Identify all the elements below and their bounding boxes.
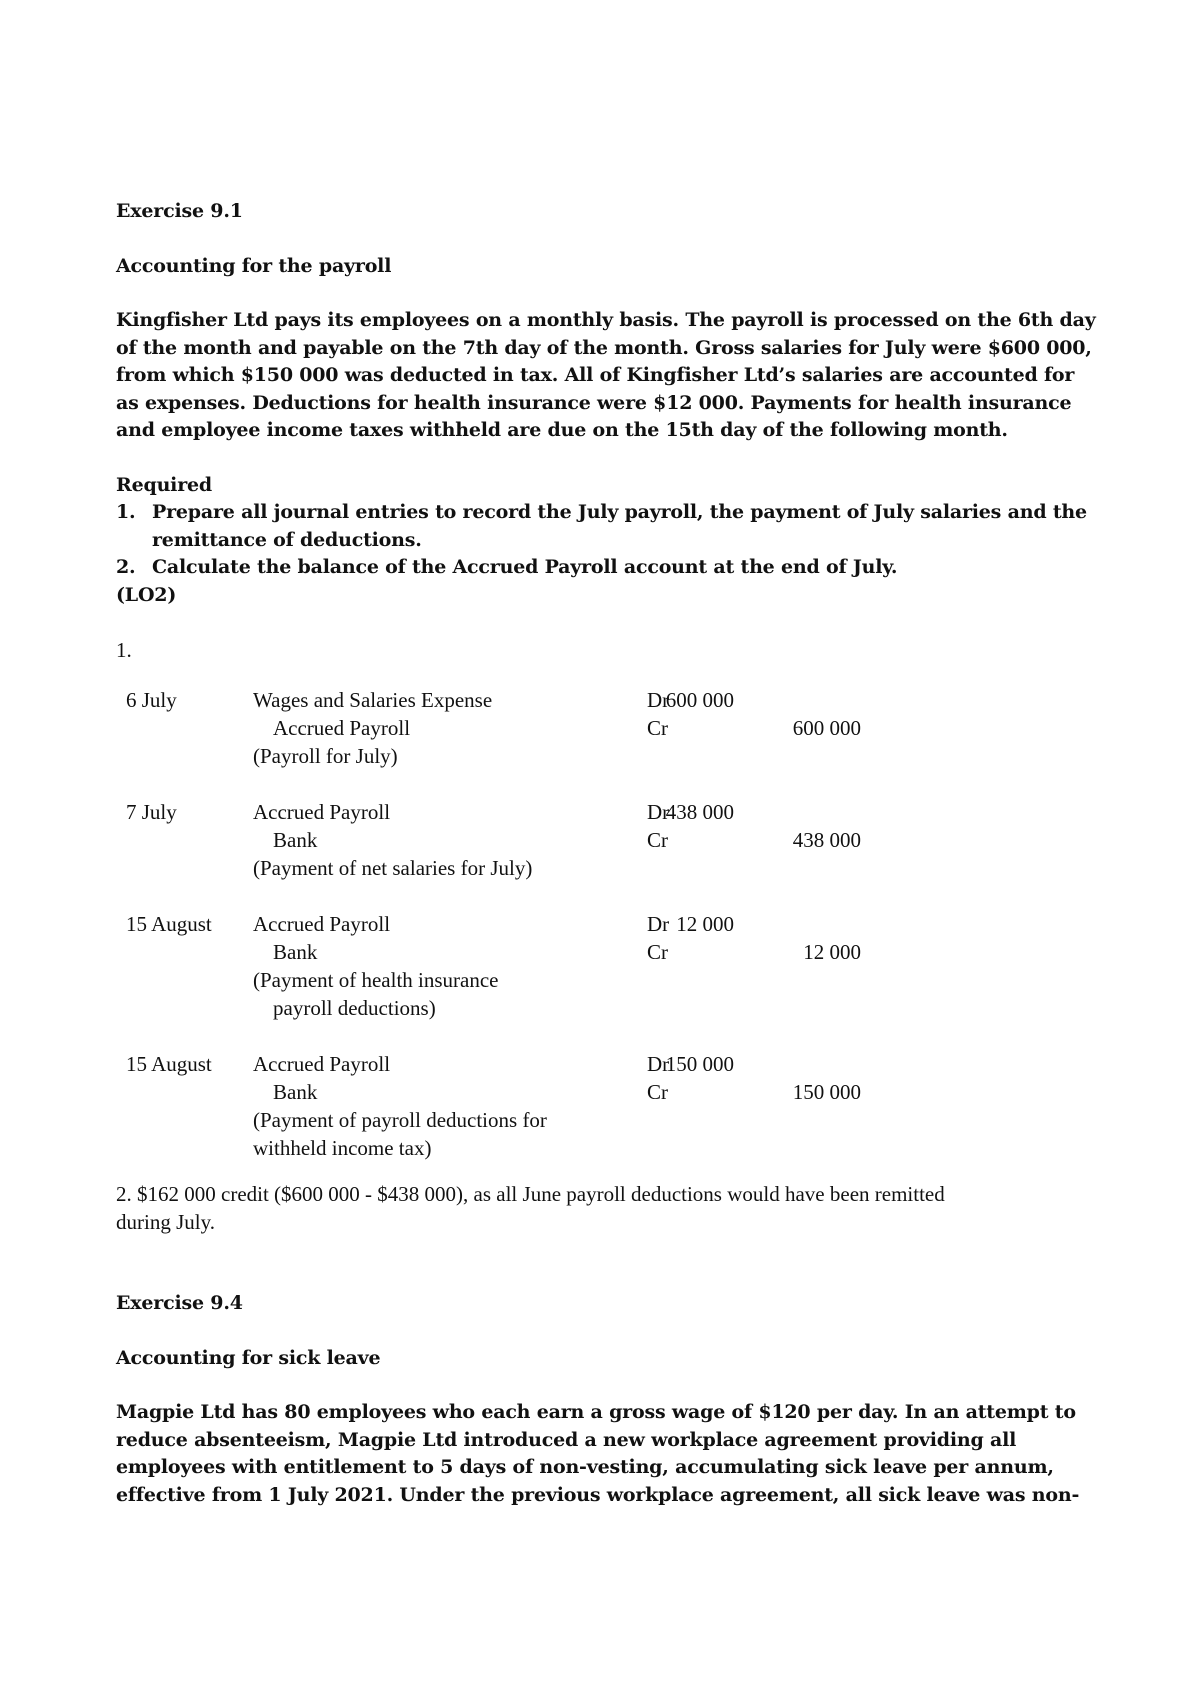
dr-label: Dr [647,688,670,712]
credit-amount: 150 000 [792,1080,861,1104]
required-item-text: remittance of deductions. [152,528,422,551]
credit-amount: 438 000 [792,828,861,852]
narration: (Payroll for July) [253,744,398,768]
narration: (Payment of health insurance [253,968,499,992]
credit-amount: 12 000 [803,940,861,964]
body-line: reduce absenteeism, Magpie Ltd introduced a new workplace agreement providing all [116,1428,1017,1451]
debit-amount: 438 000 [665,800,734,824]
debit-amount: 150 000 [665,1052,734,1076]
credit-amount: 600 000 [792,716,861,740]
credit-account: Bank [273,828,318,852]
entry-date: 7 July [126,800,177,824]
required-item [116,499,1096,554]
credit-account: Bank [273,1080,318,1104]
answer-1-label: 1. [116,638,132,662]
document-page [116,198,1096,1509]
journal-entry [116,910,1096,1050]
debit-account: Accrued Payroll [253,912,391,936]
credit-account: Accrued Payroll [273,716,411,740]
required-item-number: 2. [116,556,136,578]
cr-label: Cr [647,828,668,852]
body-line: and employee income taxes withheld are due on the 15th day of the following month. [116,419,1008,441]
required-label: Required [116,473,212,496]
required-item-text: Prepare all journal entries to record the July payroll, the payment of July salaries and the [152,501,1087,523]
body-line: Magpie Ltd has 80 employees who each earn a gross wage of $120 per day. In an attempt to [116,1401,1076,1423]
entry-date: 6 July [126,688,177,712]
body-line: Kingfisher Ltd pays its employees on a monthly basis. The payroll is processed on the 6th day [116,309,1096,331]
journal-entry [116,1050,1096,1190]
body-line: as expenses. Deductions for health insurance were $12 000. Payments for health insurance [116,391,1072,414]
entry-date: 15 August [126,1052,212,1076]
narration: (Payment of net salaries for July) [253,856,533,880]
cr-label: Cr [647,1080,668,1104]
required-list [116,499,1096,582]
body-line: employees with entitlement to 5 days of non-vesting, accumulating sick leave per annum, [116,1456,1054,1478]
body-line: from which $150 000 was deducted in tax. All of Kingfisher Ltd’s salaries are accounted for [116,364,1075,386]
exercise-9-1-subtitle: Accounting for the payroll [116,254,392,277]
exercise-9-4-body [116,1399,1096,1509]
debit-amount: 12 000 [676,912,734,936]
journal-entries [116,686,1096,1190]
debit-account: Wages and Salaries Expense [253,688,493,712]
journal-entry [116,686,1096,798]
debit-amount: 600 000 [665,688,734,712]
debit-account: Accrued Payroll [253,1052,391,1076]
required-item [116,554,1096,582]
cr-label: Cr [647,716,668,740]
exercise-9-1-body [116,307,1096,445]
entry-date: 15 August [126,912,212,936]
exercise-9-4-title: Exercise 9.4 [116,1292,243,1314]
body-line: effective from 1 July 2021. Under the previous workplace agreement, all sick leave was non- [116,1483,1080,1506]
narration: (Payment of payroll deductions for [253,1108,547,1132]
exercise-9-4-subtitle: Accounting for sick leave [116,1346,381,1369]
required-item-text: Calculate the balance of the Accrued Payroll account at the end of July. [152,556,898,578]
narration: payroll deductions) [273,996,436,1020]
answer-2-line: 2. $162 000 credit ($600 000 - $438 000), as all June payroll deductions would have been remitted [116,1182,945,1206]
learning-outcome: (LO2) [116,583,177,606]
cr-label: Cr [647,940,668,964]
dr-label: Dr [647,800,670,824]
body-line: of the month and payable on the 7th day of the month. Gross salaries for July were $600 000, [116,336,1092,359]
debit-account: Accrued Payroll [253,800,391,824]
narration: withheld income tax) [253,1136,432,1160]
journal-entry [116,798,1096,910]
dr-label: Dr [647,1052,670,1076]
dr-label: Dr [647,912,670,936]
answer-2-line: during July. [116,1210,215,1234]
exercise-9-1-title: Exercise 9.1 [116,200,243,222]
credit-account: Bank [273,940,318,964]
required-item-number: 1. [116,501,136,523]
